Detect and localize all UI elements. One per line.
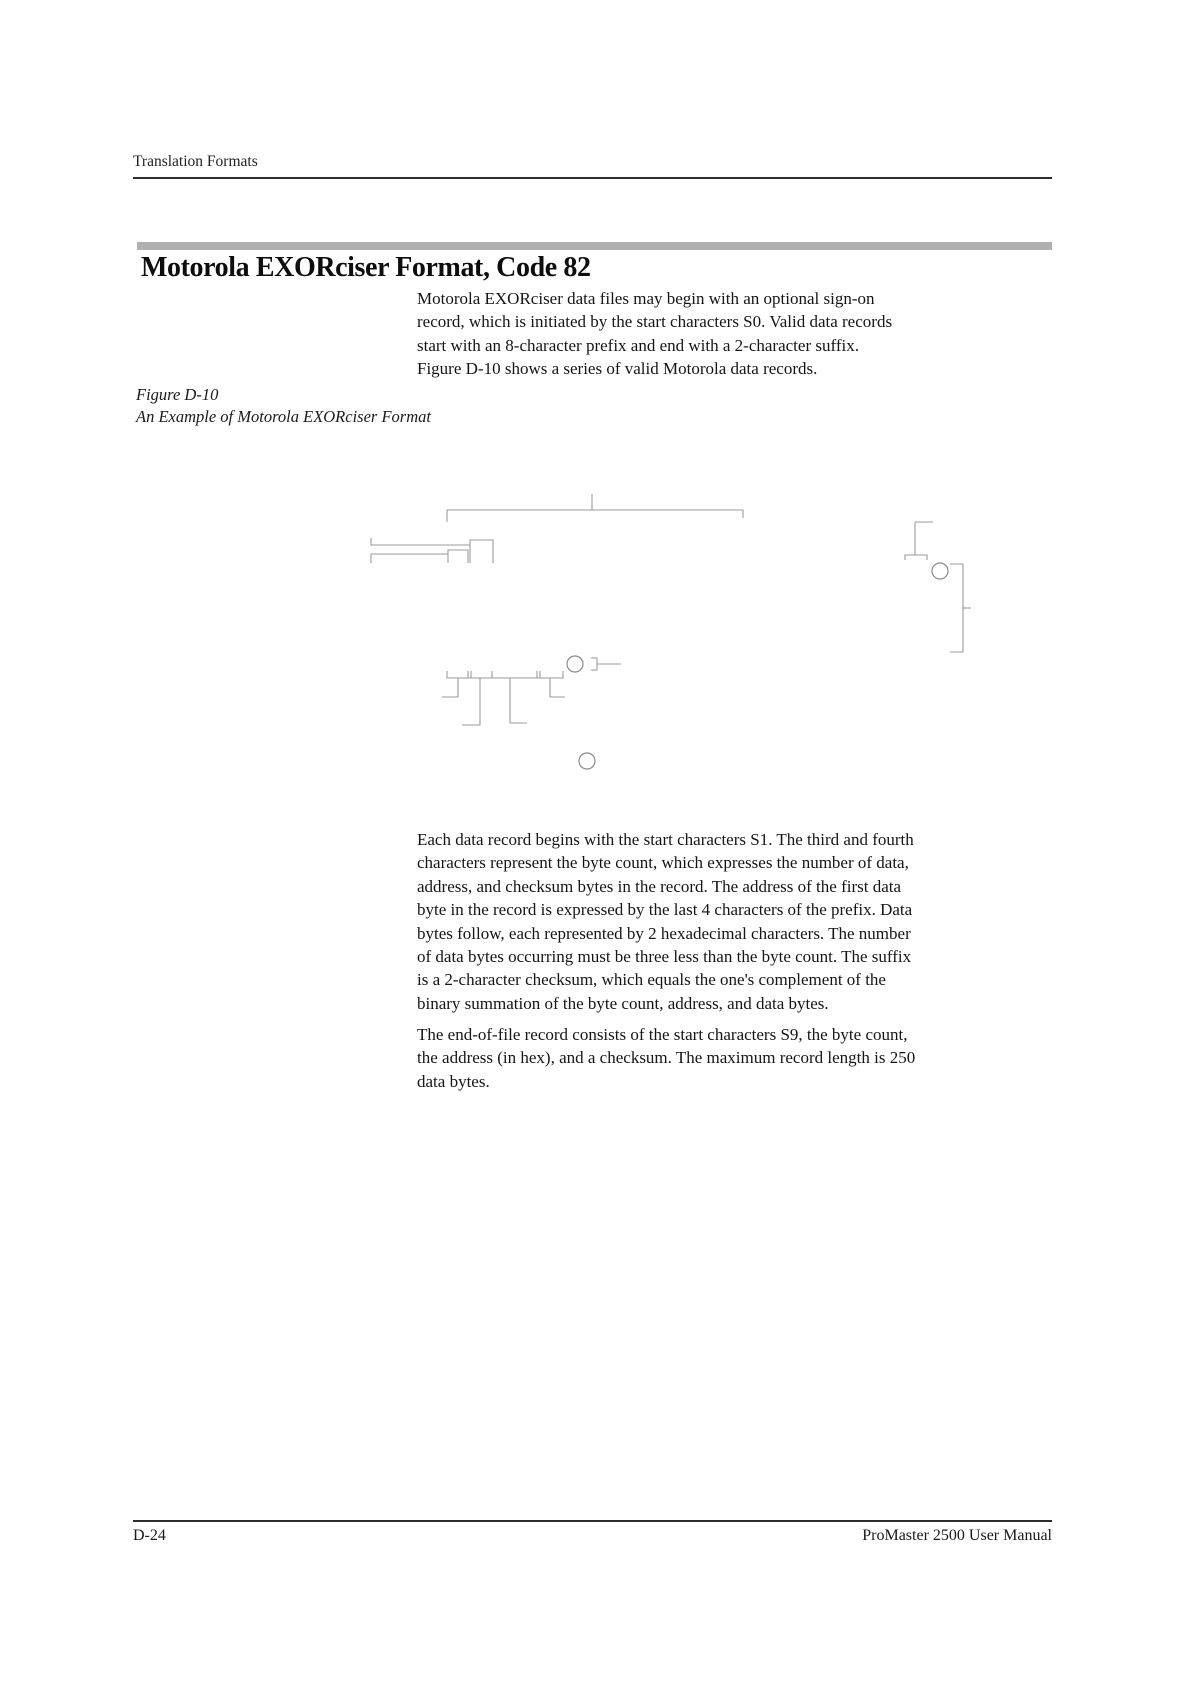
figure-line	[591, 658, 597, 670]
figure-line	[447, 510, 743, 522]
text-line: start with an 8-character prefix and end with a 2-character suffix.	[417, 335, 859, 355]
text-line: the address (in hex), and a checksum. The maximum record length is 250	[417, 1048, 916, 1068]
text-line: characters represent the byte count, which expresses the number of data,	[417, 853, 909, 873]
page-title: Motorola EXORciser Format, Code 82	[141, 252, 591, 283]
text-line: bytes follow, each represented by 2 hexadecimal characters. The number	[417, 923, 911, 943]
text-line: is a 2-character checksum, which equals the one's complement of the	[417, 970, 886, 990]
figure-line	[510, 678, 527, 723]
text-line: Figure D-10 shows a series of valid Motorola data records.	[417, 359, 818, 379]
header-rule	[133, 177, 1052, 179]
figure-line	[447, 671, 563, 678]
figure-line	[950, 564, 963, 652]
footer-page-number: D-24	[133, 1527, 166, 1544]
footer-rule	[133, 1520, 1052, 1522]
text-line: record, which is initiated by the start characters S0. Valid data records	[417, 312, 893, 332]
text-line: address, and checksum bytes in the record. The address of the first data	[417, 876, 902, 896]
footer	[133, 1527, 1052, 1545]
figure-caption-text: An Example of Motorola EXORciser Format	[136, 407, 431, 426]
figure-diagram-svg	[350, 470, 1010, 790]
body-paragraph-1	[417, 828, 914, 1015]
text-line: Each data record begins with the start characters S1. The third and fourth	[417, 830, 914, 849]
figure-line	[442, 678, 458, 697]
text-line: data bytes.	[417, 1071, 490, 1091]
intro-paragraph	[417, 287, 892, 381]
text-line: of data bytes occurring must be three less than the byte count. The suffix	[417, 947, 912, 967]
figure-line	[550, 678, 565, 697]
figure-line	[448, 550, 468, 563]
figure-line	[371, 538, 470, 545]
text-line: The end-of-file record consists of the start characters S9, the byte count,	[417, 1025, 908, 1044]
figure-label: Figure D-10	[136, 385, 219, 404]
running-header-section-title: Translation Formats	[133, 153, 258, 170]
figure-circle-marker	[932, 563, 948, 579]
figure-line	[462, 678, 480, 725]
figure-line	[470, 540, 493, 563]
figure-line	[905, 555, 927, 560]
text-line: Motorola EXORciser data files may begin with an optional sign-on	[417, 289, 875, 308]
body-paragraph-2	[417, 1023, 915, 1093]
text-line: byte in the record is expressed by the last 4 characters of the prefix. Data	[417, 900, 913, 920]
text-line: binary summation of the byte count, address, and data bytes.	[417, 993, 829, 1013]
section-accent-bar	[137, 242, 1052, 250]
figure-caption	[136, 384, 431, 428]
footer-manual-title: ProMaster 2500 User Manual	[862, 1527, 1052, 1544]
figure-circle-marker	[567, 656, 583, 672]
figure-circle-marker	[579, 753, 595, 769]
figure-line	[371, 554, 448, 563]
